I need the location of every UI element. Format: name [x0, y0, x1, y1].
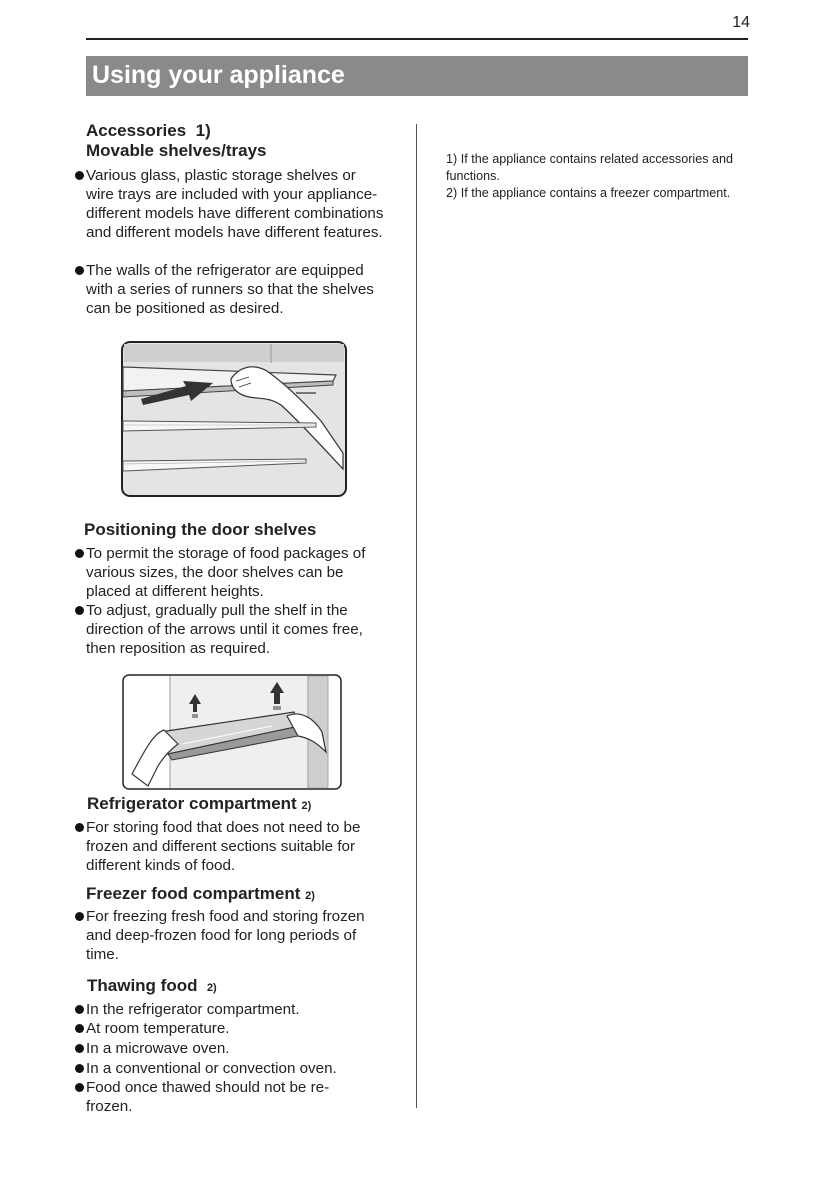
- bullet-dot: [75, 171, 84, 180]
- freezer-heading: [86, 884, 315, 904]
- thawing-heading-text: Thawing food: [87, 976, 198, 995]
- movable-shelves-heading: Movable shelves/trays: [86, 141, 267, 160]
- thawing-footnote-ref: 2): [206, 982, 217, 994]
- list-item: [86, 1039, 386, 1058]
- page-number: 14: [732, 14, 750, 31]
- bullet-dot: [75, 823, 84, 832]
- freezer-heading-text: Freezer food compartment: [86, 884, 301, 903]
- accessories-heading-text: Accessories: [86, 121, 187, 140]
- bullet-dot: [75, 549, 84, 558]
- list-item: [86, 261, 386, 318]
- bullet-dot: [75, 1044, 84, 1053]
- refrigerator-heading-text: Refrigerator compartment: [87, 794, 297, 813]
- bullet-text: To permit the storage of food packages of various sizes, the door shelves can be placed at different heights.: [86, 545, 366, 600]
- movable-shelf-illustration: [121, 341, 347, 497]
- door-shelf-illustration: [122, 674, 342, 790]
- bullet-text: At room temperature.: [86, 1020, 230, 1037]
- list-item: [86, 544, 386, 601]
- thawing-heading: [87, 976, 217, 996]
- list-item: [86, 1019, 386, 1038]
- bullet-text: Various glass, plastic storage shelves or wire trays are included with your appliance-different models have different combinations and different models have different features.: [86, 167, 384, 241]
- bullet-dot: [75, 606, 84, 615]
- bullet-text: In a conventional or convection oven.: [86, 1060, 337, 1077]
- column-divider: [416, 124, 417, 1108]
- door-shelves-heading: Positioning the door shelves: [84, 520, 317, 539]
- bullet-dot: [75, 1005, 84, 1014]
- list-item: [86, 1000, 386, 1019]
- bullet-text: The walls of the refrigerator are equipped with a series of runners so that the shelves can be positioned as desired.: [86, 262, 374, 317]
- list-item: [86, 166, 386, 242]
- header-rule: [86, 38, 748, 40]
- bullet-dot: [75, 1024, 84, 1033]
- bullet-text: For storing food that does not need to be frozen and different sections suitable for different kinds of food.: [86, 819, 361, 874]
- bullet-dot: [75, 1064, 84, 1073]
- bullet-text: Food once thawed should not be re-frozen.: [86, 1079, 330, 1115]
- section-title: Using your appliance: [86, 56, 748, 96]
- bullet-text: In the refrigerator compartment.: [86, 1001, 300, 1018]
- freezer-footnote-ref: 2): [305, 890, 315, 902]
- bullet-dot: [75, 1083, 84, 1092]
- refrigerator-heading: [87, 794, 311, 814]
- footnotes: [446, 151, 746, 202]
- accessories-heading: [86, 121, 211, 141]
- list-item: [86, 1078, 356, 1116]
- bullet-text: For freezing fresh food and storing frozen and deep-frozen food for long periods of time.: [86, 908, 365, 963]
- bullet-text: To adjust, gradually pull the shelf in the direction of the arrows until it comes free, then reposition as required.: [86, 602, 363, 657]
- footnote-2: 2) If the appliance contains a freezer compartment.: [446, 186, 731, 200]
- list-item: [86, 601, 386, 658]
- list-item: [86, 907, 386, 964]
- list-item: [86, 1059, 386, 1078]
- bullet-dot: [75, 266, 84, 275]
- refrigerator-footnote-ref: 2): [301, 800, 312, 812]
- bullet-dot: [75, 912, 84, 921]
- footnote-1: 1) If the appliance contains related accessories and functions.: [446, 152, 734, 183]
- bullet-text: In a microwave oven.: [86, 1040, 230, 1057]
- accessories-footnote-ref: 1): [195, 121, 211, 140]
- list-item: [86, 818, 386, 875]
